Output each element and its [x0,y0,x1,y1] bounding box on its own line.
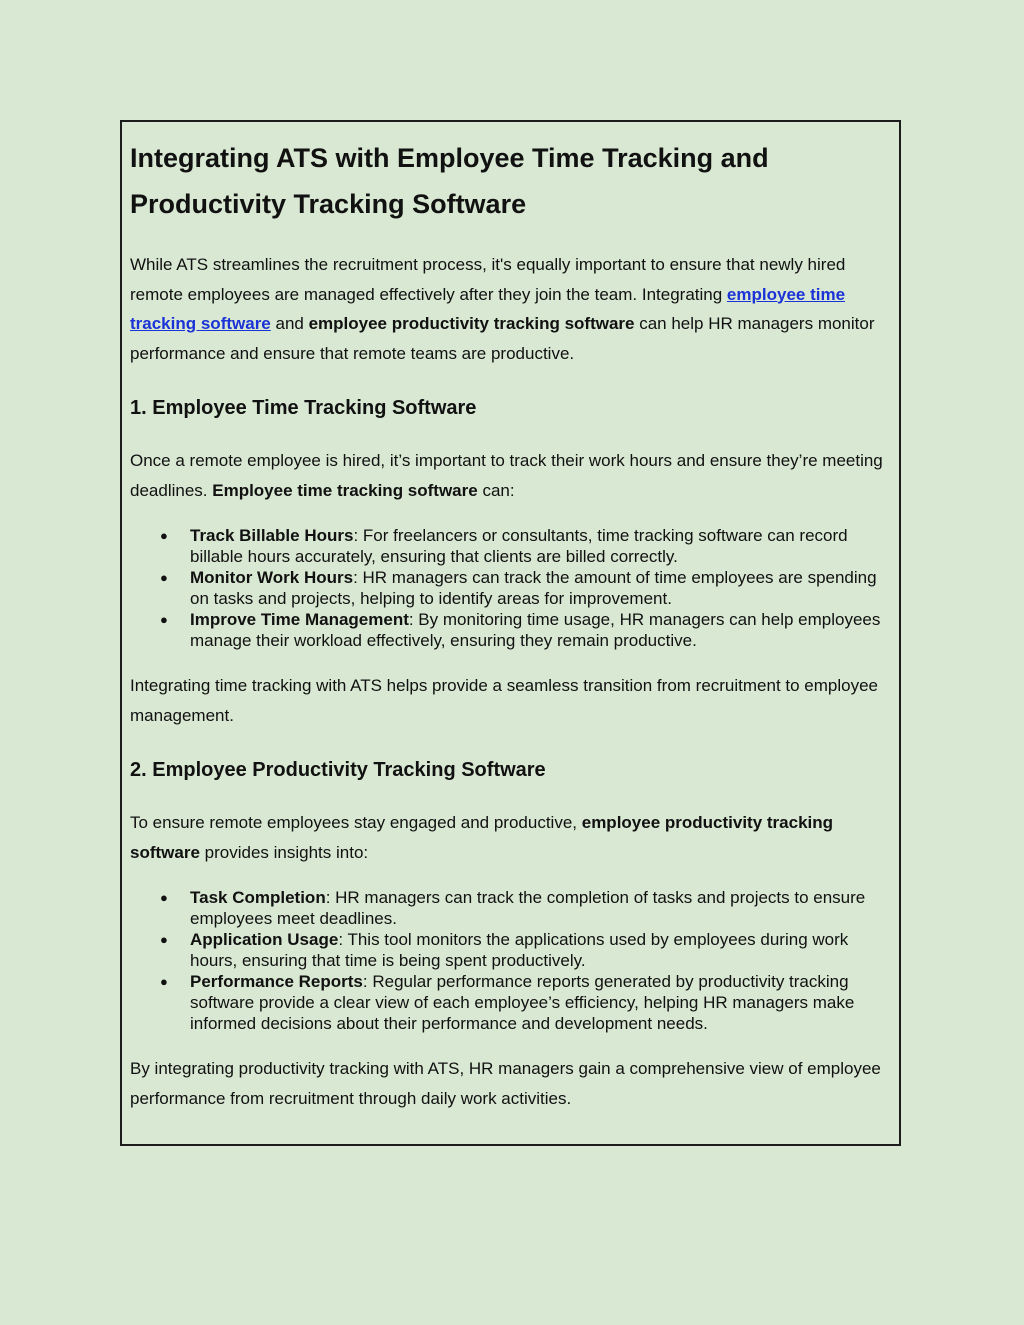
list-item-desc: : By monitoring time usage, HR managers can help employees manage their workload effectively, ensuring they remain productive. [190,610,881,650]
section-paragraph [130,446,891,505]
bullet-icon: ● [160,890,168,905]
list-item-term: Improve Time Management [190,610,409,629]
section-bold-text: Employee time tracking software [212,480,478,500]
list-item [130,929,891,971]
bullet-icon: ● [160,932,168,947]
list-item-desc: : Regular performance reports generated by productivity tracking software provide a clear view of each employee’s efficiency, helping HR managers make informed decisions about their performance and development needs. [190,972,855,1033]
bullet-icon: ● [160,528,168,543]
list-item [130,567,891,609]
time-tracking-link[interactable]: employee time tracking software [130,284,846,333]
list-item [130,971,891,1034]
list-item-term: Task Completion [190,888,326,907]
section-bold-text: employee productivity tracking software [130,813,834,862]
list-item-term: Monitor Work Hours [190,568,354,587]
section-text: Once a remote employee is hired, it’s important to track their work hours and ensure they’re meeting deadlines. [130,451,883,500]
document-frame [120,120,901,1146]
section-text: To ensure remote employees stay engaged and productive, [130,813,582,832]
page-title: Integrating ATS with Employee Time Tracking and Productivity Tracking Software [130,143,769,219]
list-item [130,887,891,929]
bullet-icon: ● [160,570,168,585]
intro-text: While ATS streamlines the recruitment process, it's equally important to ensure that newly hired remote employees are managed effectively after they join the team. Integrating [130,255,846,304]
list-item-desc: : HR managers can track the completion of tasks and projects to ensure employees meet deadlines. [190,888,866,928]
section-paragraph [130,808,891,867]
bullet-list-productivity-tracking [130,887,891,1034]
list-item-term: Performance Reports [190,972,363,991]
intro-paragraph [130,250,891,368]
section-heading-productivity-tracking: 2. Employee Productivity Tracking Software [130,759,546,781]
bullet-list-time-tracking [130,525,891,651]
list-item [130,609,891,651]
section-text: provides insights into: [199,842,369,862]
list-item-desc: : For freelancers or consultants, time tracking software can record billable hours accurately, ensuring that clients are billed correctly. [190,526,848,566]
list-item-desc: : HR managers can track the amount of time employees are spending on tasks and projects, helping to identify areas for improvement. [190,568,877,608]
section-text: can: [477,480,515,500]
bullet-icon: ● [160,974,168,989]
list-item-term: Track Billable Hours [190,526,354,545]
bullet-icon: ● [160,612,168,627]
list-item-desc: : This tool monitors the applications used by employees during work hours, ensuring that time is being spent productively. [190,930,849,970]
list-item-term: Application Usage [190,930,339,949]
intro-text: can help HR managers monitor performance and ensure that remote teams are productive. [130,314,875,363]
intro-text: and [270,314,309,333]
section-heading-time-tracking: 1. Employee Time Tracking Software [130,397,477,419]
list-item [130,525,891,567]
section-closing-paragraph: By integrating productivity tracking with ATS, HR managers gain a comprehensive view of employee performance from recruitment through daily work activities. [130,1059,881,1108]
section-closing-paragraph: Integrating time tracking with ATS helps provide a seamless transition from recruitment to employee management. [130,676,879,725]
intro-bold-text: employee productivity tracking software [308,314,635,333]
